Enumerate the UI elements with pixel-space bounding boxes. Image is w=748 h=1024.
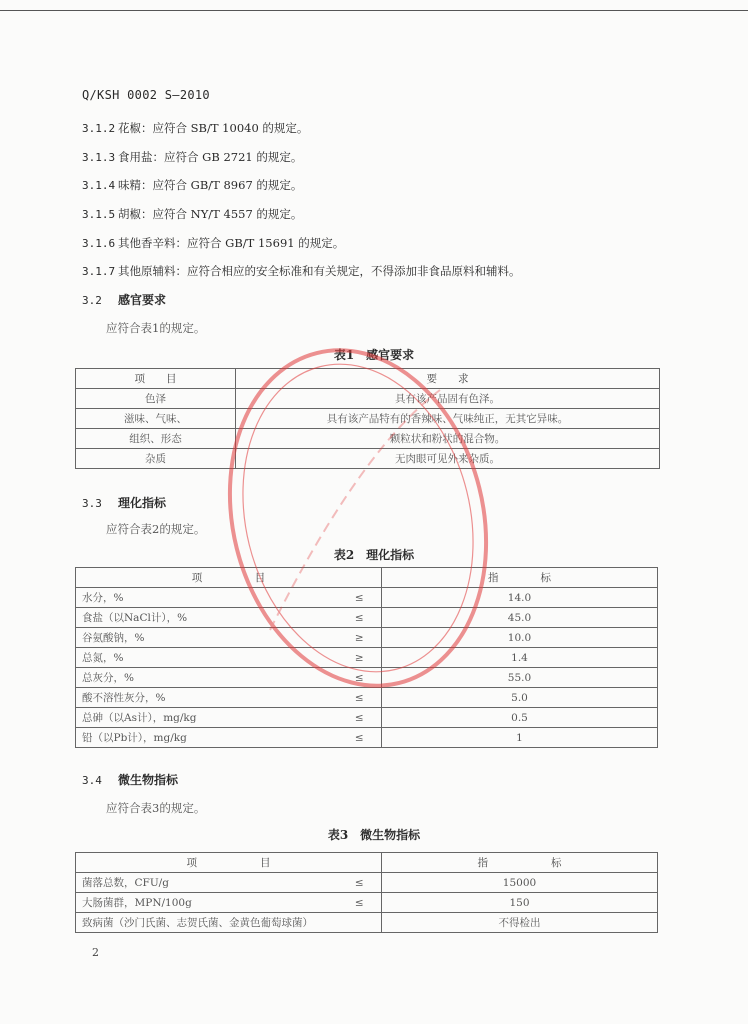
standard-code: Q/KSH 0002 S—2010: [82, 88, 210, 102]
table-cell: 1: [382, 728, 658, 748]
comparison-operator: ≤: [338, 893, 382, 913]
table-cell: 铅（以Pb计），mg/kg: [76, 728, 338, 748]
clause-text: 其他原辅料：应符合相应的安全标准和有关规定，不得添加非食品原料和辅料。: [118, 264, 521, 278]
comparison-operator: ≤: [338, 608, 382, 628]
section-paragraph-3-3: 应符合表2的规定。: [106, 522, 206, 536]
table-cell: 食盐（以NaCl计），%: [76, 608, 338, 628]
comparison-operator: ≤: [338, 728, 382, 748]
section-title: 感官要求: [118, 293, 167, 307]
clause-3-1-4: [82, 177, 302, 193]
clause-text: 花椒：应符合 SB/T 10040 的规定。: [118, 121, 309, 135]
table-cell: 总砷（以As计），mg/kg: [76, 708, 338, 728]
column-header: 指 标: [382, 568, 658, 588]
table-cell: 谷氨酸钠，%: [76, 628, 338, 648]
clause-number: 3.1.2: [82, 122, 116, 135]
table-microbial: [75, 852, 658, 933]
clause-text: 胡椒：应符合 NY/T 4557 的规定。: [118, 207, 303, 221]
table3-caption: 表3 微生物指标: [327, 828, 421, 842]
section-heading-3-3: [82, 494, 166, 511]
table1-caption: 表1 感官要求: [333, 348, 415, 362]
column-header: 项 目: [76, 369, 236, 389]
page-number: 2: [92, 946, 99, 959]
table-cell: 无肉眼可见外来杂质。: [236, 449, 660, 469]
table-cell: 颗粒状和粉状的混合物。: [236, 429, 660, 449]
clause-text: 食用盐：应符合 GB 2721 的规定。: [118, 150, 303, 164]
table-row: [76, 728, 658, 748]
comparison-operator: ≤: [338, 708, 382, 728]
column-header: 项 目: [76, 568, 382, 588]
table-cell: 150: [382, 893, 658, 913]
clause-3-1-7: [82, 263, 521, 279]
header-rule: [0, 10, 748, 11]
table-cell: 14.0: [382, 588, 658, 608]
table-cell: 菌落总数，CFU/g: [76, 873, 338, 893]
clause-3-1-2: [82, 120, 308, 136]
table-cell: 10.0: [382, 628, 658, 648]
clause-number: 3.1.3: [82, 151, 116, 164]
table-cell: 45.0: [382, 608, 658, 628]
table-row: [76, 708, 658, 728]
clause-3-1-3: [82, 149, 302, 165]
column-header: 指 标: [382, 853, 658, 873]
comparison-operator: ≥: [338, 648, 382, 668]
table-cell: 水分，%: [76, 588, 338, 608]
comparison-operator: ≤: [338, 588, 382, 608]
comparison-operator: ≥: [338, 628, 382, 648]
clause-number: 3.1.7: [82, 265, 116, 278]
table-cell: 大肠菌群，MPN/100g: [76, 893, 338, 913]
column-header: 项 目: [76, 853, 382, 873]
table-row: [76, 873, 658, 893]
section-number: 3.4: [82, 774, 102, 787]
red-seal-stamp-icon: [210, 330, 500, 700]
clause-3-1-6: [82, 235, 344, 251]
table-cell: 不得检出: [382, 913, 658, 933]
table2-caption: 表2 理化指标: [333, 548, 415, 562]
table-cell: 色泽: [76, 389, 236, 409]
section-paragraph-3-2: 应符合表1的规定。: [106, 321, 206, 335]
section-number: 3.2: [82, 294, 102, 307]
table-cell: 致病菌（沙门氏菌、志贺氏菌、金黄色葡萄球菌）: [76, 913, 382, 933]
clause-number: 3.1.4: [82, 179, 116, 192]
table-cell: 1.4: [382, 648, 658, 668]
table-cell: 0.5: [382, 708, 658, 728]
clause-number: 3.1.6: [82, 237, 116, 250]
clause-text: 味精：应符合 GB/T 8967 的规定。: [118, 178, 303, 192]
table-cell: 具有该产品固有色泽。: [236, 389, 660, 409]
table-cell: 酸不溶性灰分，%: [76, 688, 338, 708]
section-number: 3.3: [82, 497, 102, 510]
table-cell: 15000: [382, 873, 658, 893]
section-title: 理化指标: [118, 496, 167, 510]
table-cell: 5.0: [382, 688, 658, 708]
table-cell: 55.0: [382, 668, 658, 688]
column-header: 要 求: [236, 369, 660, 389]
section-paragraph-3-4: 应符合表3的规定。: [106, 801, 206, 815]
table-cell: 杂质: [76, 449, 236, 469]
table-row: [76, 913, 658, 933]
section-heading-3-4: [82, 771, 178, 788]
clause-3-1-5: [82, 206, 302, 222]
comparison-operator: ≤: [338, 873, 382, 893]
table-cell: 具有该产品特有的香辣味、气味纯正，无其它异味。: [236, 409, 660, 429]
clause-text: 其他香辛料：应符合 GB/T 15691 的规定。: [118, 236, 345, 250]
table-header-row: [76, 853, 658, 873]
section-heading-3-2: [82, 291, 166, 308]
comparison-operator: ≤: [338, 668, 382, 688]
table-row: [76, 893, 658, 913]
table-cell: 总灰分，%: [76, 668, 338, 688]
clause-number: 3.1.5: [82, 208, 116, 221]
table-cell: 滋味、气味、: [76, 409, 236, 429]
table-cell: 组织、形态: [76, 429, 236, 449]
section-title: 微生物指标: [118, 773, 179, 787]
table-cell: 总氮，%: [76, 648, 338, 668]
comparison-operator: ≤: [338, 688, 382, 708]
